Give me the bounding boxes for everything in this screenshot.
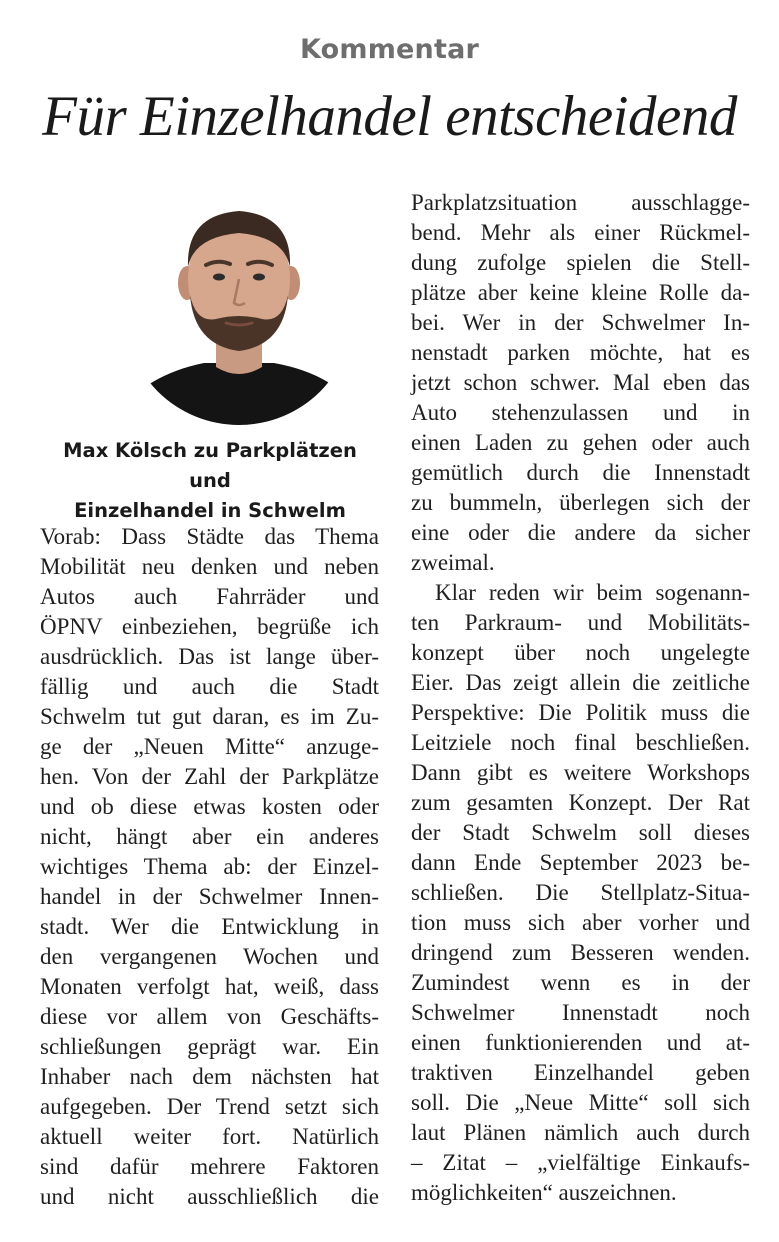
body-text-line: Zumindest wenn es in der — [411, 970, 750, 995]
body-text-line: konzept über noch ungelegte — [411, 640, 750, 665]
paragraph — [411, 188, 750, 578]
article-body-left-column — [40, 522, 379, 1212]
paragraph — [411, 578, 750, 1208]
body-text-line: dung zufolge spielen die Stell- — [411, 250, 750, 275]
body-text-line: eine oder die andere da sicher — [411, 520, 750, 545]
body-text-line: zu bummeln, überlegen sich der — [411, 490, 750, 515]
body-text-line: gemütlich durch die Innenstadt — [411, 460, 750, 485]
body-text-line: Monaten verfolgt hat, weiß, dass — [40, 974, 379, 999]
body-text-line: stadt. Wer die Entwicklung in — [40, 914, 379, 939]
author-portrait — [124, 195, 354, 425]
body-text-line: tion muss sich aber vorher und — [411, 910, 750, 935]
author-caption-line: Max Kölsch zu Parkplätzen und — [63, 439, 357, 492]
body-text-line: traktiven Einzelhandel geben — [411, 1060, 750, 1085]
body-text-line: fällig und auch die Stadt — [40, 674, 379, 699]
body-text-line: ÖPNV einbeziehen, begrüße ich — [40, 614, 379, 639]
body-text-line: aufgegeben. Der Trend setzt sich — [40, 1094, 379, 1119]
body-text-line: und nicht ausschließlich die — [40, 1184, 379, 1209]
body-text-line: hen. Von der Zahl der Parkplätze — [40, 764, 379, 789]
body-text-line: Parkplatzsituation ausschlagge- — [411, 190, 750, 215]
body-text-line: Klar reden wir beim sogenann- — [435, 580, 750, 605]
body-text-line: jetzt schon schwer. Mal eben das — [411, 370, 750, 395]
body-text-line: nenstadt parken möchte, hat es — [411, 340, 750, 365]
body-text-line: einen funktionierenden und at- — [411, 1030, 750, 1055]
body-text-line: plätze aber keine kleine Rolle da- — [411, 280, 750, 305]
body-text-line: zweimal. — [411, 550, 495, 575]
body-text-line: diese vor allem von Geschäfts- — [40, 1004, 379, 1029]
article-kicker: Kommentar — [299, 34, 480, 65]
body-text-line: nicht, hängt aber ein anderes — [40, 824, 379, 849]
body-text-line: ten Parkraum- und Mobilitäts- — [411, 610, 750, 635]
body-text-line: ge der „Neuen Mitte“ anzuge- — [40, 734, 379, 759]
body-text-line: aktuell weiter fort. Natürlich — [40, 1124, 379, 1149]
body-text-line: Autos auch Fahrräder und — [40, 584, 379, 609]
body-text-line: Eier. Das zeigt allein die zeitliche — [411, 670, 750, 695]
body-text-line: bend. Mehr als einer Rückmel- — [411, 220, 750, 245]
body-text-line: bei. Wer in der Schwelmer In- — [411, 310, 750, 335]
body-text-line: handel in der Schwelmer Innen- — [40, 884, 379, 909]
body-text-line: Auto stehenzulassen und in — [411, 400, 750, 425]
body-text-line: dann Ende September 2023 be- — [411, 850, 750, 875]
body-text-line: Perspektive: Die Politik muss die — [411, 700, 750, 725]
body-text-line: laut Plänen nämlich auch durch — [411, 1120, 750, 1145]
body-text-line: Inhaber nach dem nächsten hat — [40, 1064, 379, 1089]
article-headline: Für Einzelhandel entscheidend — [42, 85, 737, 148]
body-text-line: der Stadt Schwelm soll dieses — [411, 820, 750, 845]
body-text-line: Schwelmer Innenstadt noch — [411, 1000, 750, 1025]
author-caption — [40, 436, 380, 526]
body-text-line: schließungen geprägt war. Ein — [40, 1034, 379, 1059]
body-text-line: möglichkeiten“ auszeichnen. — [411, 1180, 677, 1205]
body-text-line: schließen. Die Stellplatz-Situa- — [411, 880, 750, 905]
body-text-line: Dann gibt es weitere Workshops — [411, 760, 750, 785]
body-text-line: zum gesamten Konzept. Der Rat — [411, 790, 750, 815]
body-text-line: einen Laden zu gehen oder auch — [411, 430, 750, 455]
body-text-line: dringend zum Besseren wenden. — [411, 940, 750, 965]
article-body-right-column — [411, 188, 750, 1208]
author-caption-line: Einzelhandel in Schwelm — [74, 499, 346, 522]
body-text-line: den vergangenen Wochen und — [40, 944, 379, 969]
body-text-line: Schwelm tut gut daran, es im Zu- — [40, 704, 379, 729]
body-text-line: – Zitat – „vielfältige Einkaufs- — [411, 1150, 750, 1175]
body-text-line: Leitziele noch final beschließen. — [411, 730, 750, 755]
body-text-line: Vorab: Dass Städte das Thema — [40, 524, 379, 549]
body-text-line: ausdrücklich. Das ist lange über- — [40, 644, 379, 669]
body-text-line: soll. Die „Neue Mitte“ soll sich — [411, 1090, 750, 1115]
body-text-line: sind dafür mehrere Faktoren — [40, 1154, 379, 1179]
body-text-line: Mobilität neu denken und neben — [40, 554, 379, 579]
body-text-line: und ob diese etwas kosten oder — [40, 794, 379, 819]
body-text-line: wichtiges Thema ab: der Einzel- — [40, 854, 379, 879]
